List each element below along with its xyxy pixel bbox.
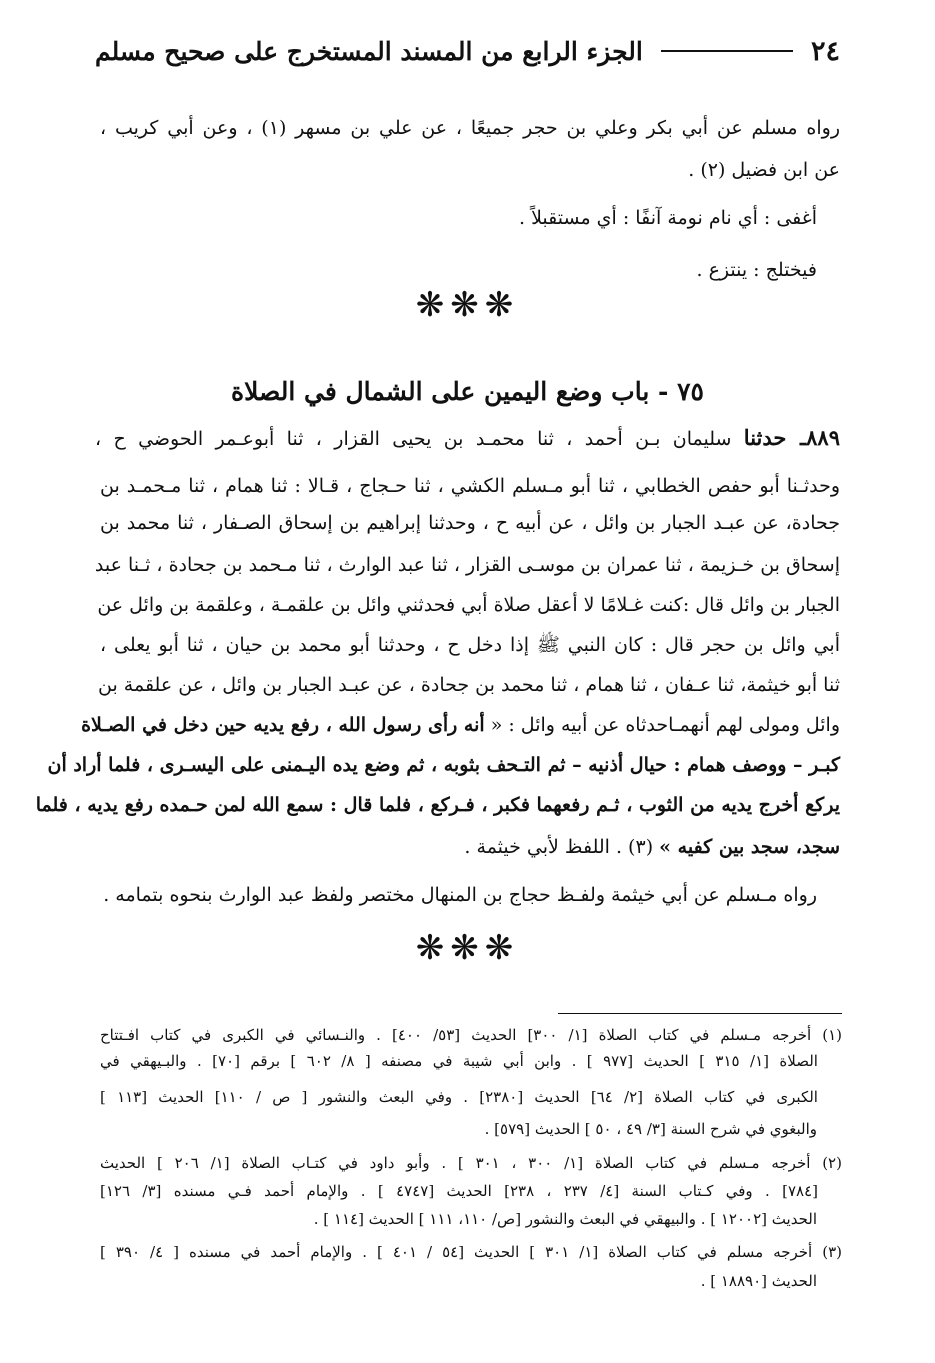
gloss-line-1: أغفى : أي نام نومة آنفًا : أي مستقبلاً . — [519, 207, 817, 229]
running-title: الجزء الرابع من المسند المستخرج على صحيح مسلم — [95, 36, 643, 66]
hadith-line-8 — [81, 710, 840, 740]
footnote-line: (١) أخرجه مـسلم في كتاب الصلاة [١/ ٣٠٠] الحديث [٥٣/ ٤٠٠] . والنـسائي في الكبرى في كتاب افـتتاح — [100, 1026, 842, 1044]
hadith-number: ٨٨٩ـ حدثنا — [743, 425, 840, 450]
hadith-line-2: وحدثـنا أبو حفص الخطابي ، ثنا أبو مـسلم الكشي ، ثنا حـجاج ، قـالا : ثنا همام ، ثنا مـحمـد بن — [100, 475, 840, 497]
footnote-line: (٣) أخرجه مسلم في كتاب الصلاة [١/ ٣٠١ ] الحديث [٥٤ / ٤٠١ ] . والإمام أحمد في مسنده [ ٤/ ٣٩٠ ] — [100, 1243, 843, 1261]
hadith-line-5: الجبار بن وائل قال :كنت غـلامًا لا أعقل صلاة أبي فحدثني وائل بن علقمـة ، وعلقمة بن وائل عن — [97, 594, 840, 616]
hadith-line-6: أبي وائل بن حجر قال : كان النبي ﷺ إذا دخل ح ، وحدثنا أبو محمد بن حيان ، ثنا أبو يعلى ، — [100, 634, 840, 656]
footnote-line: [٧٨٤] . وفي كـتاب السنة [٤/ ٢٣٧ ، ٢٣٨] الحديث [٤٧٤٧ ] . والإمام أحمد فـي مسنده [٣/ ١٢٦] — [100, 1182, 818, 1200]
footnote-rule — [558, 1013, 842, 1014]
riwaya-line: رواه مـسلم عن أبي خيثمة ولفـظ حجاج بن المنهال مختصر ولفظ عبد الوارث بنحوه بتمامه . — [103, 884, 817, 906]
header-rule — [661, 50, 793, 52]
intro-line-1: رواه مسلم عن أبي بكر وعلي بن حجر جميعًا ، عن علي بن مسهر (١) ، وعن أبي كريب ، — [100, 117, 840, 139]
footnote-line: الحديث [١٨٨٩٠ ] . — [700, 1272, 817, 1290]
separator-stars: ❋❋❋ — [415, 285, 520, 325]
separator-stars: ❋❋❋ — [415, 928, 520, 968]
hadith-line-7: ثنا أبو خيثمة، ثنا عـفان ، ثنا همام ، ثنا محمد بن جحادة ، عن عبـد الجبار بن وائل ، عن علقمة بن — [97, 674, 840, 696]
hadith-text: (٣) . اللفظ لأبي خيثمة . — [464, 836, 654, 858]
page-header — [95, 28, 840, 74]
hadith-text: سليمان بـن أحمد ، ثنا محمـد بن يحيى القزار ، ثنا أبوعـمر الحوضي ح ، — [95, 428, 732, 450]
hadith-matn-line-2: يركع أخرج يديه من الثوب ، ثـم رفعهما فكبر ، فـركع ، فلما قال : سمع الله لمن حـمده رفع يديه ، فلما — [35, 794, 840, 816]
hadith-last-line — [464, 832, 840, 862]
hadith-text: وائل ومولى لهم أنهمـاحدثاه عن أبيه وائل : « — [490, 714, 840, 736]
footnote-line: (٢) أخرجه مـسلم في كتاب الصلاة [١/ ٣٠٠ ، ٣٠١ ] . وأبو داود في كتـاب الصلاة [١/ ٢٠٦ ] الحديث — [100, 1154, 842, 1172]
hadith-line-3: جحادة، عن عبـد الجبار بن وائل ، عن أبيه ح ، وحدثنا إبراهيم بن إسحاق الصـفار ، ثنا محمد بن — [100, 512, 840, 534]
hadith-line-1 — [95, 423, 840, 454]
gloss-line-2: فيختلج : ينتزع . — [696, 259, 817, 281]
footnote-line: الكبرى في كتاب الصلاة [٢/ ٦٤] الحديث [٢٣٨٠] . وفي البعث والنشور [ ص / ١١٠] الحديث [١١٣ ] — [100, 1088, 818, 1106]
footnote-line: والبغوي في شرح السنة [٣/ ٤٩ ، ٥٠ ] الحديث [٥٧٩] . — [484, 1120, 817, 1138]
hadith-matn: سجد، سجد بين كفيه » — [659, 836, 840, 858]
hadith-line-4: إسحاق بن خـزيمة ، ثنا عمران بن موسـى القزار ، ثنا عبد الوارث ، ثنا مـحمد بن جحادة ، ثـنا عبد — [94, 554, 840, 576]
chapter-title: ٧٥ - باب وضع اليمين على الشمال في الصلاة — [231, 377, 704, 406]
footnote-line: الحديث [١٢٠٠٢ ] . والبيهقي في البعث والنشور [ص/ ١١٠، ١١١ ] الحديث [١١٤ ] . — [313, 1210, 817, 1228]
page-number: ٢٤ — [810, 35, 840, 67]
hadith-matn-line-1: كبـر – ووصف همام : حيال أذنيه – ثم التـحف بثوبه ، ثم وضع يده اليـمنى على اليسـرى ، فلما أراد أن — [47, 754, 840, 776]
footnote-line: الصلاة [١/ ٣١٥ ] الحديث [٩٧٧ ] . وابن أبي شيبة في مصنفه [ ٨/ ٦٠٢ ] برقم [٧٠] . والبـيهقي في — [100, 1052, 818, 1070]
intro-line-2: عن ابن فضيل (٢) . — [688, 159, 840, 181]
hadith-matn: أنه رأى رسول الله ، رفع يديه حين دخل في الصـلاة — [81, 714, 485, 736]
